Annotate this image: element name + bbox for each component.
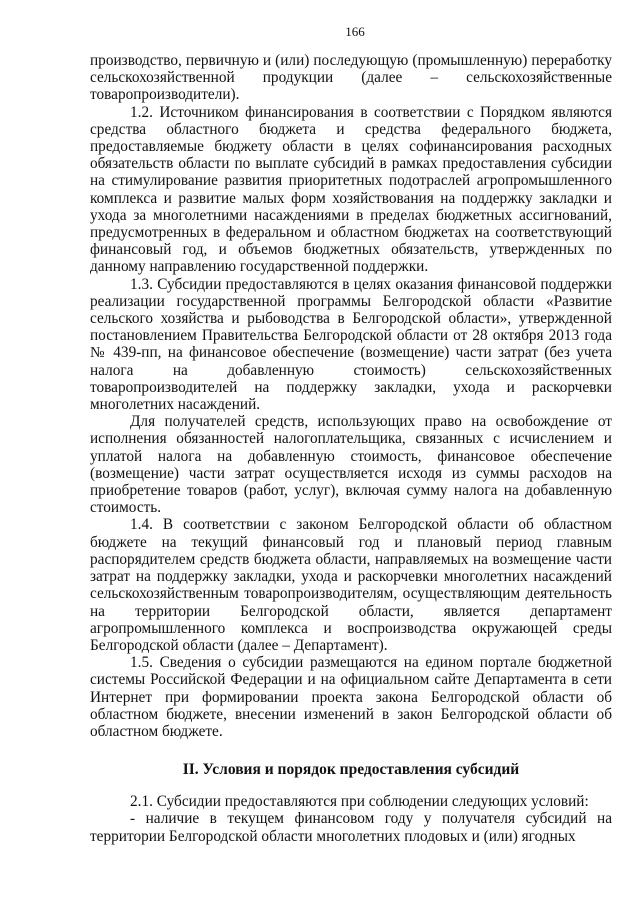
section-heading: II. Условия и порядок предоставления субсидий (182, 761, 520, 779)
paragraph-1-2: 1.2. Источником финансирования в соответствии с Порядком являются средства областного бюджета и средства федерального бюджета, предоставляемые бюджету области в целях софинансирования расходных обязательств области по выплате субсидий в рамках предоставления субсидии на стимулирование развития приоритетных подотраслей агропромышленного комплекса и развитие малых форм хозяйствования на поддержку закладки и ухода за многолетними насаждениями в пределах бюджетных ассигнований, предусмотренных в федеральном и областном бюджетах на соответствующий финансовый год, и объемов бюджетных обязательств, утвержденных по данному направлению государственной поддержки. (90, 103, 612, 276)
paragraph-1-1-continuation: производство, первичную и (или) последующую (промышленную) переработку сельскохозяйственной продукции (далее – сельскохозяйственные товаропроизводители). (90, 52, 612, 104)
paragraph-1-4: 1.4. В соответствии с законом Белгородской области об областном бюджете на текущий финансовый год и плановый период главным распорядителем средств бюджета области, направляемых на возмещение части затрат на поддержку закладки, ухода и раскорчевки многолетних насаждений сельскохозяйственным товаропроизводителям, осуществляющим деятельность на территории Белгородской области, является департамент агропромышленного комплекса и воспроизводства окружающей среды Белгородской области (далее – Департамент). (90, 516, 612, 654)
paragraph-1-3: 1.3. Субсидии предоставляются в целях оказания финансовой поддержки реализации государственной программы Белгородской области «Развитие сельского хозяйства и рыбоводства в Белгородской области», утвержденной постановлением Правительства Белгородской области от 28 октября 2013 года № 439-пп, на финансовое обеспечение (возмещение) части затрат (без учета налога на добавленную стоимость) сельскохозяйственных товаропроизводителей на поддержку закладки, ухода и раскорчевки многолетних насаждений. (90, 275, 612, 414)
paragraph-2-1: 2.1. Субсидии предоставляются при соблюдении следующих условий: (130, 793, 589, 811)
paragraph-1-3-vat-note: Для получателей средств, использующих право на освобождение от исполнения обязанностей налогоплательщика, связанных с исчислением и уплатой налога на добавленную стоимость, финансовое обеспечение (возмещение) части затрат осуществляется исходя из суммы расходов на приобретение товаров (работ, услуг), включая сумму налога на добавленную стоимость. (90, 413, 612, 517)
paragraph-2-1-condition-1: - наличие в текущем финансовом году у получателя субсидий на территории Белгородской области многолетних плодовых и (или) ягодных (90, 810, 612, 845)
paragraph-1-5: 1.5. Сведения о субсидии размещаются на едином портале бюджетной системы Российской Федерации и на официальном сайте Департамента в сети Интернет при формировании проекта закона Белгородской области об областном бюджете, внесении изменений в закон Белгородской области об областном бюджете. (90, 654, 612, 740)
page-number: 166 (345, 24, 365, 39)
